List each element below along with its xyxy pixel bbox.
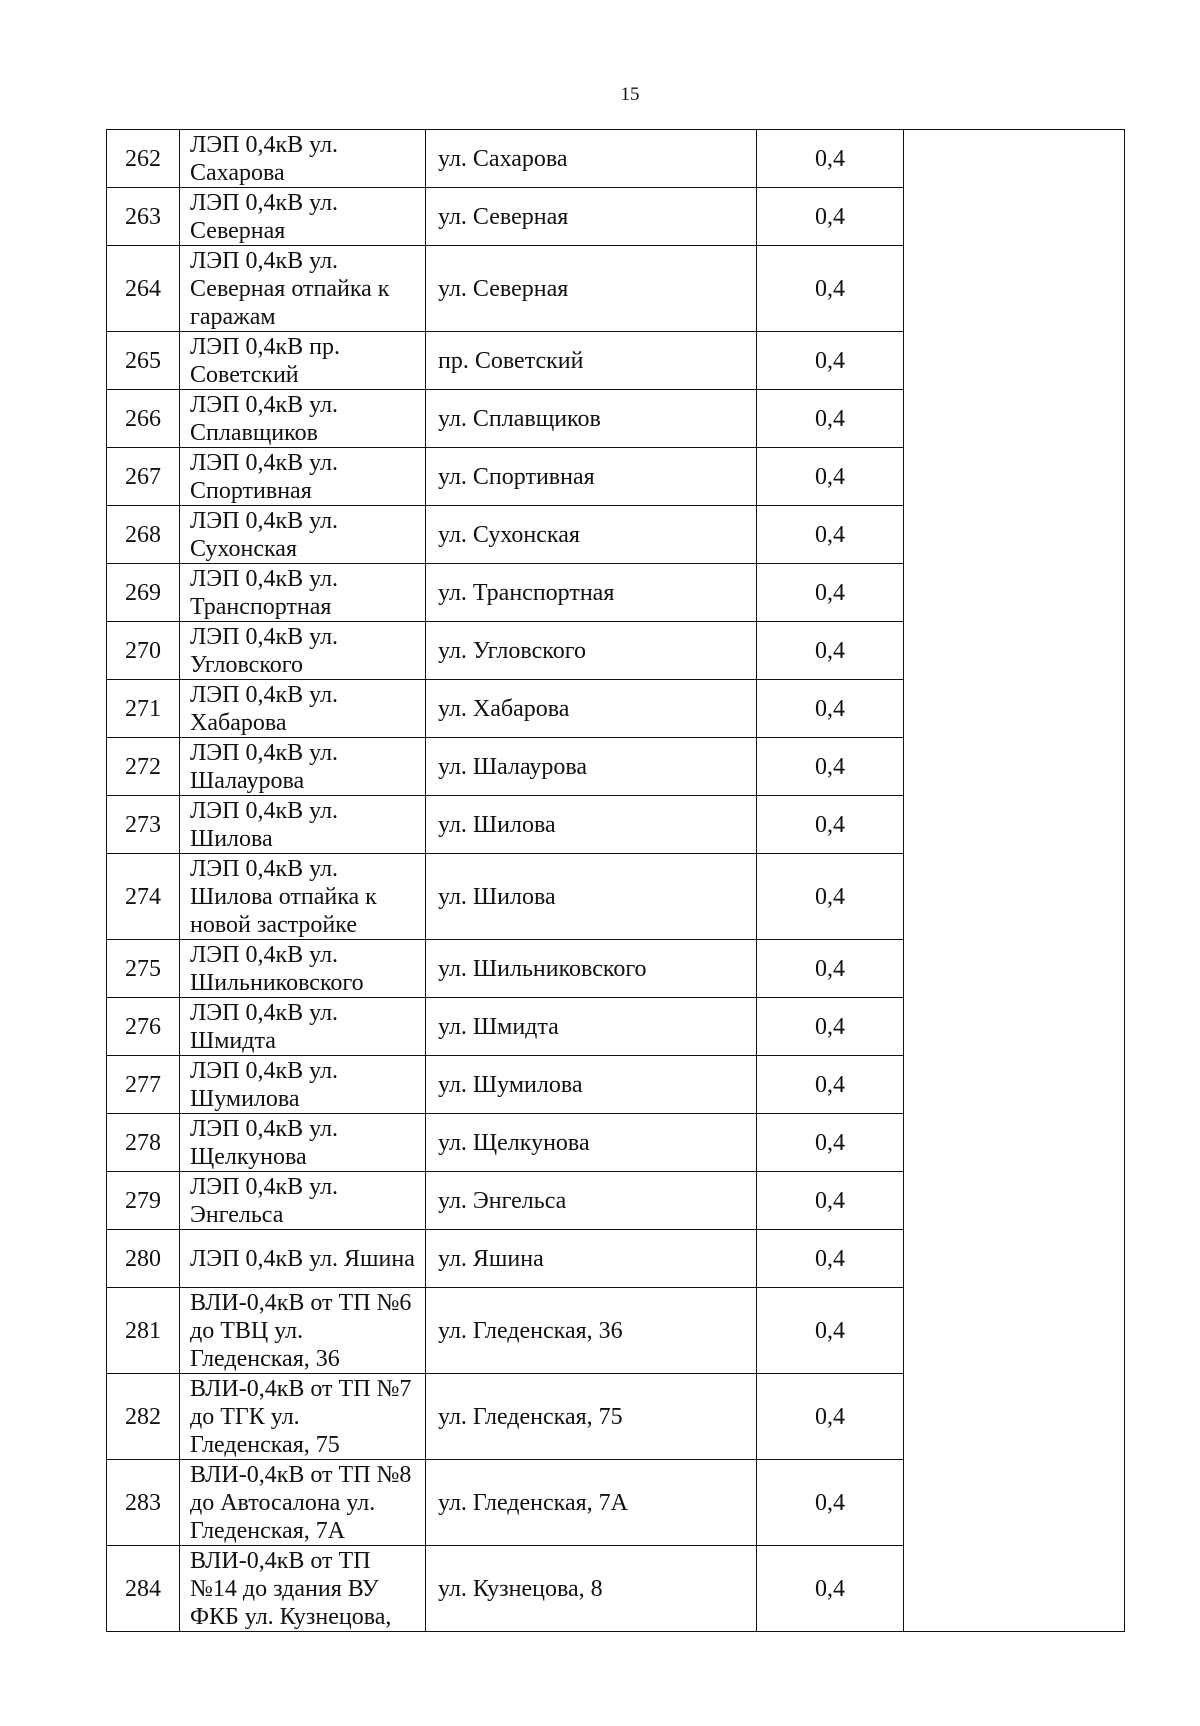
line-voltage: 0,4 xyxy=(757,738,904,796)
power-line-table xyxy=(106,129,1125,1632)
line-voltage: 0,4 xyxy=(757,188,904,246)
line-voltage: 0,4 xyxy=(757,940,904,998)
line-address: ул. Транспортная xyxy=(426,564,757,622)
line-address: ул. Кузнецова, 8 xyxy=(426,1546,757,1632)
line-name: ВЛИ-0,4кВ от ТП №8 до Автосалона ул. Гледенская, 7А xyxy=(180,1460,426,1546)
empty-column xyxy=(904,130,1125,1632)
line-address: ул. Угловского xyxy=(426,622,757,680)
table-row xyxy=(107,130,1125,188)
line-address: ул. Шилова xyxy=(426,796,757,854)
line-address: ул. Энгельса xyxy=(426,1172,757,1230)
line-voltage: 0,4 xyxy=(757,448,904,506)
line-voltage: 0,4 xyxy=(757,506,904,564)
line-voltage: 0,4 xyxy=(757,246,904,332)
line-name: ЛЭП 0,4кВ ул. Шумилова xyxy=(180,1056,426,1114)
line-voltage: 0,4 xyxy=(757,1056,904,1114)
row-number: 262 xyxy=(107,130,180,188)
line-name: ВЛИ-0,4кВ от ТП №6 до ТВЦ ул. Гледенская, 36 xyxy=(180,1288,426,1374)
line-address: ул. Яшина xyxy=(426,1230,757,1288)
line-voltage: 0,4 xyxy=(757,1374,904,1460)
line-address: ул. Шилова xyxy=(426,854,757,940)
row-number: 284 xyxy=(107,1546,180,1632)
page-number: 15 xyxy=(620,84,640,105)
line-address: ул. Северная xyxy=(426,188,757,246)
line-address: ул. Щелкунова xyxy=(426,1114,757,1172)
row-number: 281 xyxy=(107,1288,180,1374)
line-address: ул. Шильниковского xyxy=(426,940,757,998)
line-voltage: 0,4 xyxy=(757,1230,904,1288)
line-voltage: 0,4 xyxy=(757,680,904,738)
line-address: ул. Сахарова xyxy=(426,130,757,188)
line-name: ЛЭП 0,4кВ ул. Северная xyxy=(180,188,426,246)
row-number: 273 xyxy=(107,796,180,854)
line-name: ЛЭП 0,4кВ ул. Яшина xyxy=(180,1230,426,1288)
row-number: 267 xyxy=(107,448,180,506)
line-name: ВЛИ-0,4кВ от ТП №14 до здания ВУ ФКБ ул. Кузнецова, xyxy=(180,1546,426,1632)
line-voltage: 0,4 xyxy=(757,1114,904,1172)
line-address: ул. Северная xyxy=(426,246,757,332)
line-address: пр. Советский xyxy=(426,332,757,390)
line-address: ул. Гледенская, 7А xyxy=(426,1460,757,1546)
row-number: 275 xyxy=(107,940,180,998)
line-voltage: 0,4 xyxy=(757,796,904,854)
line-address: ул. Сухонская xyxy=(426,506,757,564)
row-number: 278 xyxy=(107,1114,180,1172)
line-address: ул. Спортивная xyxy=(426,448,757,506)
row-number: 268 xyxy=(107,506,180,564)
line-name: ЛЭП 0,4кВ ул. Сахарова xyxy=(180,130,426,188)
row-number: 270 xyxy=(107,622,180,680)
line-name: ЛЭП 0,4кВ ул. Шилова отпайка к новой застройке xyxy=(180,854,426,940)
line-name: ЛЭП 0,4кВ ул. Энгельса xyxy=(180,1172,426,1230)
line-voltage: 0,4 xyxy=(757,332,904,390)
row-number: 271 xyxy=(107,680,180,738)
line-name: ЛЭП 0,4кВ ул. Спортивная xyxy=(180,448,426,506)
line-voltage: 0,4 xyxy=(757,854,904,940)
line-name: ЛЭП 0,4кВ ул. Сухонская xyxy=(180,506,426,564)
line-address: ул. Сплавщиков xyxy=(426,390,757,448)
line-voltage: 0,4 xyxy=(757,1288,904,1374)
row-number: 263 xyxy=(107,188,180,246)
line-name: ЛЭП 0,4кВ пр. Советский xyxy=(180,332,426,390)
line-voltage: 0,4 xyxy=(757,130,904,188)
line-address: ул. Хабарова xyxy=(426,680,757,738)
row-number: 279 xyxy=(107,1172,180,1230)
line-voltage: 0,4 xyxy=(757,390,904,448)
line-name: ЛЭП 0,4кВ ул. Щелкунова xyxy=(180,1114,426,1172)
row-number: 265 xyxy=(107,332,180,390)
line-name: ВЛИ-0,4кВ от ТП №7 до ТГК ул. Гледенская, 75 xyxy=(180,1374,426,1460)
line-voltage: 0,4 xyxy=(757,1546,904,1632)
row-number: 277 xyxy=(107,1056,180,1114)
line-name: ЛЭП 0,4кВ ул. Транспортная xyxy=(180,564,426,622)
line-voltage: 0,4 xyxy=(757,998,904,1056)
row-number: 276 xyxy=(107,998,180,1056)
line-voltage: 0,4 xyxy=(757,1172,904,1230)
line-address: ул. Гледенская, 75 xyxy=(426,1374,757,1460)
row-number: 264 xyxy=(107,246,180,332)
line-name: ЛЭП 0,4кВ ул. Северная отпайка к гаражам xyxy=(180,246,426,332)
row-number: 274 xyxy=(107,854,180,940)
row-number: 269 xyxy=(107,564,180,622)
row-number: 272 xyxy=(107,738,180,796)
line-voltage: 0,4 xyxy=(757,622,904,680)
line-name: ЛЭП 0,4кВ ул. Угловского xyxy=(180,622,426,680)
line-name: ЛЭП 0,4кВ ул. Шилова xyxy=(180,796,426,854)
line-address: ул. Шумилова xyxy=(426,1056,757,1114)
line-address: ул. Гледенская, 36 xyxy=(426,1288,757,1374)
line-name: ЛЭП 0,4кВ ул. Шмидта xyxy=(180,998,426,1056)
line-name: ЛЭП 0,4кВ ул. Шалаурова xyxy=(180,738,426,796)
line-voltage: 0,4 xyxy=(757,564,904,622)
row-number: 282 xyxy=(107,1374,180,1460)
line-name: ЛЭП 0,4кВ ул. Сплавщиков xyxy=(180,390,426,448)
line-name: ЛЭП 0,4кВ ул. Шильниковского xyxy=(180,940,426,998)
line-address: ул. Шалаурова xyxy=(426,738,757,796)
row-number: 283 xyxy=(107,1460,180,1546)
line-name: ЛЭП 0,4кВ ул. Хабарова xyxy=(180,680,426,738)
row-number: 266 xyxy=(107,390,180,448)
line-address: ул. Шмидта xyxy=(426,998,757,1056)
row-number: 280 xyxy=(107,1230,180,1288)
line-voltage: 0,4 xyxy=(757,1460,904,1546)
